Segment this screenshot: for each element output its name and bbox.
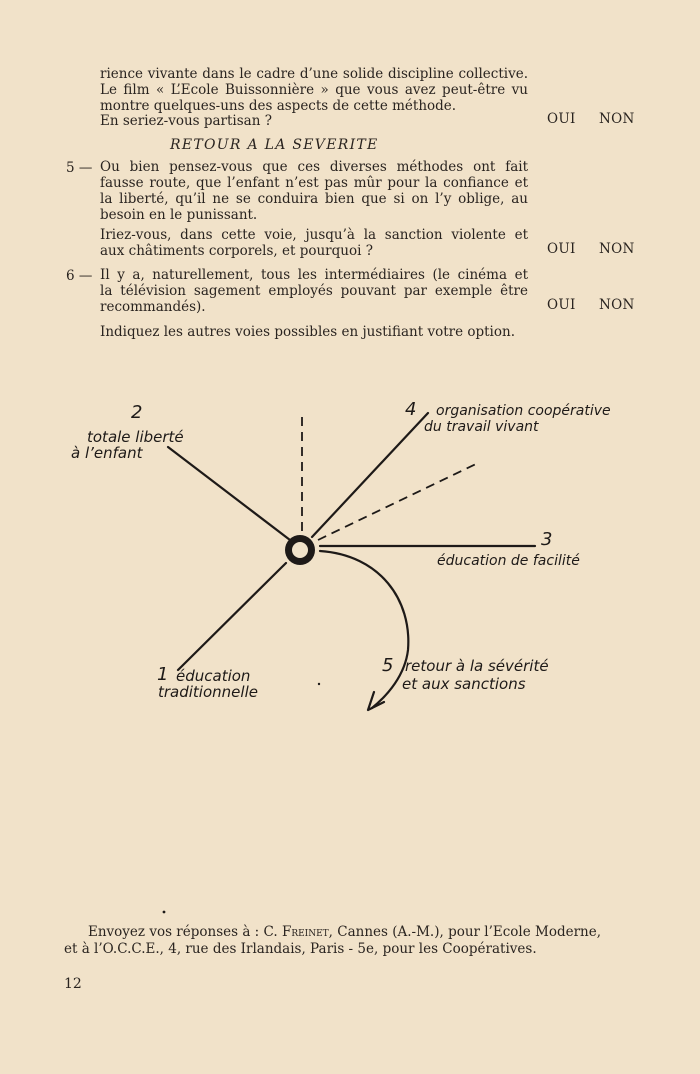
label-5-line-2: et aux sanctions [402,675,526,693]
label-4-line-2: du travail vivant [424,419,539,435]
label-4-line-1: organisation coopérative [436,403,611,419]
q5-line-3: la liberté, qu’il ne se conduira bien que si on l’y oblige, au [100,191,528,207]
q6-line-3: recommandés). [100,299,206,315]
q4-line-4: En seriez-vous partisan ? [100,113,272,129]
label-1-line-2: traditionnelle [158,683,258,701]
q5-line-1: Ou bien pensez-vous que ces diverses méthodes ont fait [100,159,528,175]
label-3-number: 3 [541,529,553,550]
label-1-number: 1 [157,664,169,685]
q4-line-1: rience vivante dans le cadre d’une solide discipline collective. [100,66,528,82]
label-2-line-2: à l’enfant [71,444,143,462]
q6-oui-option[interactable]: OUI [547,297,576,313]
q5b-line-1: Iriez-vous, dans cette voie, jusqu’à la sanction violente et [100,227,528,243]
q6-number: 6 — [66,268,93,284]
label-2-number: 2 [131,402,143,423]
q5-oui-option[interactable]: OUI [547,241,576,257]
label-1-line-1: éducation [176,667,251,685]
footer-line-2: et à l’O.C.C.E., 4, rue des Irlandais, Paris - 5e, pour les Coopératives. [64,941,537,957]
path-2-line [168,447,290,540]
center-circle-inner [292,542,308,558]
ink-speck [318,683,320,685]
q4-oui-option[interactable]: OUI [547,111,576,127]
q5-number: 5 — [66,160,93,176]
q5-line-2: fausse route, que l’enfant n’est pas mûr pour la confiance et [100,175,528,191]
section-heading: RETOUR A LA SEVERITE [170,137,379,153]
q4-non-option[interactable]: NON [599,111,635,127]
label-4-number: 4 [405,399,417,420]
q5b-line-2: aux châtiments corporels, et pourquoi ? [100,243,373,259]
page-number: 12 [64,976,82,992]
footer-line-1-pre: Envoyez vos réponses à : C. [88,924,282,940]
footer-line-1 [88,924,636,941]
ink-speck [163,911,166,914]
label-3-line-1: éducation de facilité [437,553,580,569]
footer-line-1-post: , Cannes (A.-M.), pour l’Ecole Moderne, [328,924,602,940]
q6-non-option[interactable]: NON [599,297,635,313]
label-2-line-1: totale liberté [87,428,184,446]
q5-line-4: besoin en le punissant. [100,207,258,223]
path-1-line [178,563,286,670]
label-5-line-1: retour à la sévérité [405,657,549,675]
label-5-number: 5 [382,655,394,676]
path-5-curve [320,551,408,708]
footer-name: Freinet [281,924,329,940]
q6b-line: Indiquez les autres voies possibles en justifiant votre option. [100,324,515,340]
q4-line-3: montre quelques-uns des aspects de cette méthode. [100,98,457,114]
q4-line-2: Le film « L’Ecole Buissonnière » que vous avez peut-être vu [100,82,528,98]
q6-line-2: la télévision sagement employés pouvant par exemple être [100,283,528,299]
q5-non-option[interactable]: NON [599,241,635,257]
path-5-arrowhead [368,692,384,710]
path-4-line [312,413,428,537]
q6-line-1: Il y a, naturellement, tous les intermédiaires (le cinéma et [100,267,528,283]
dashed-diagonal-line [318,462,480,540]
